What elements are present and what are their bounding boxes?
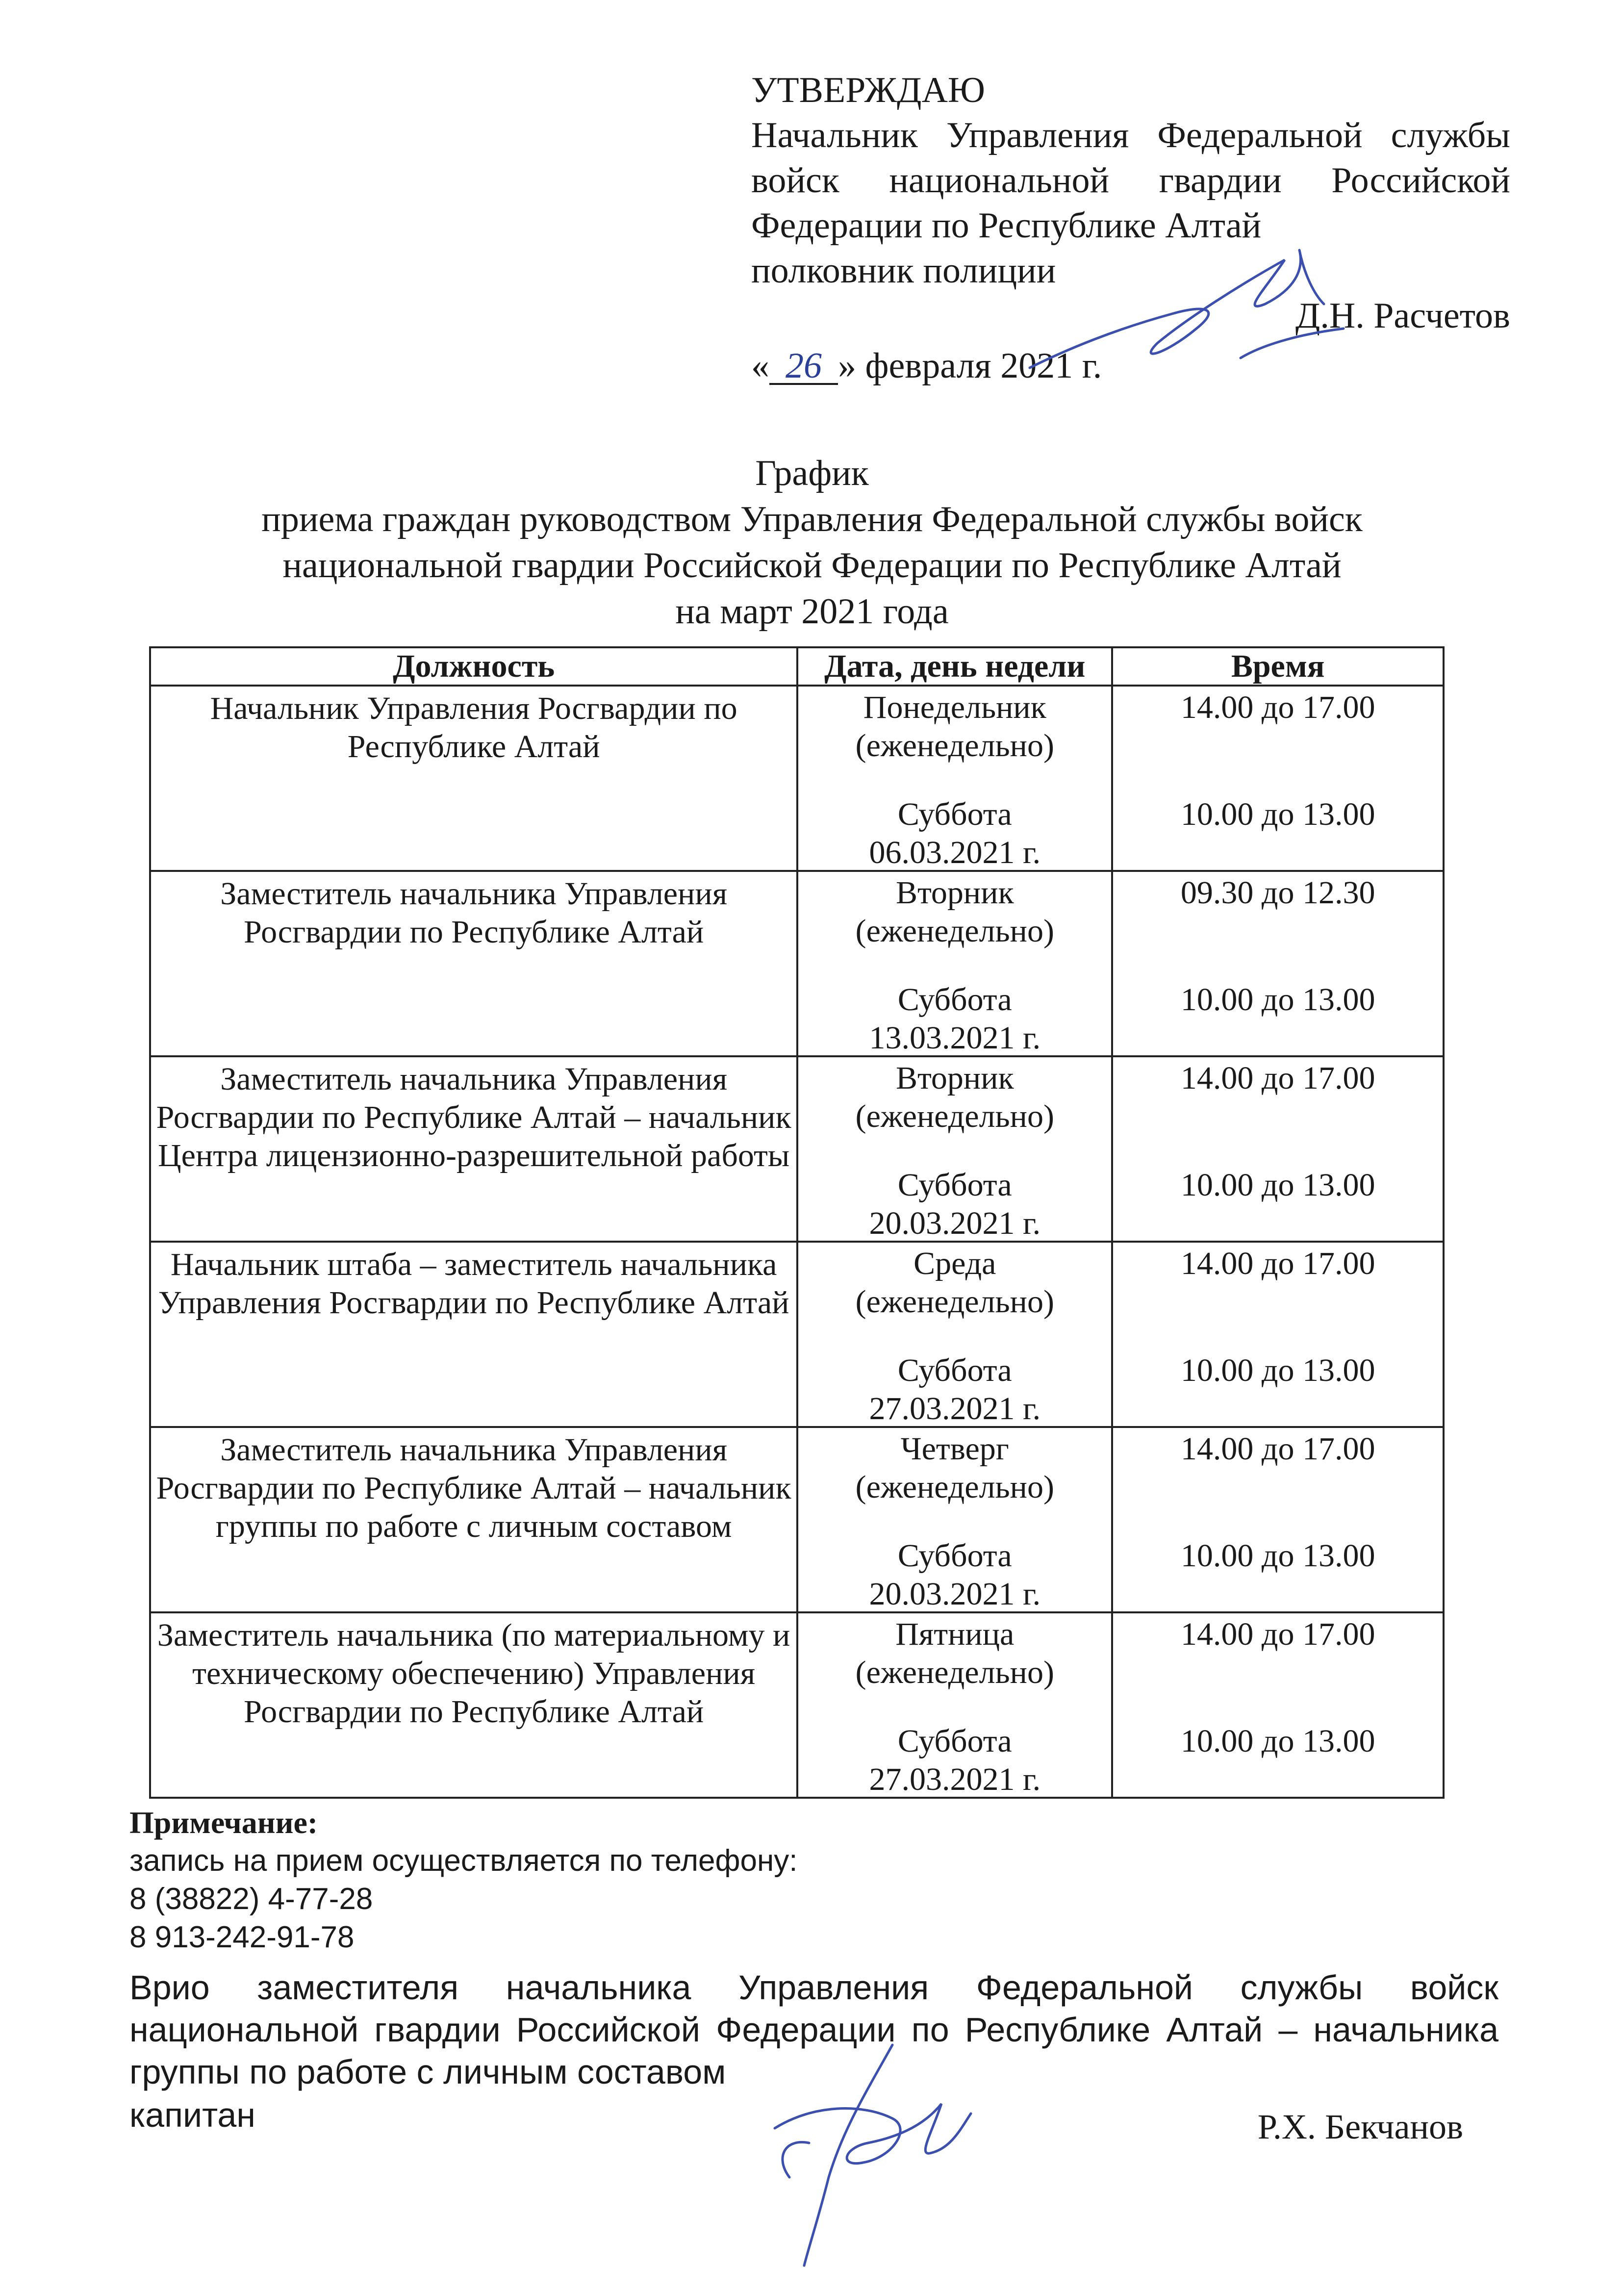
- weekday: Понедельник: [863, 689, 1046, 725]
- weekday: Суббота: [897, 1723, 1012, 1759]
- cell-times: [1112, 1427, 1444, 1612]
- weekday: Суббота: [897, 1538, 1012, 1574]
- time: 14.00 до 17.00: [1180, 1060, 1375, 1096]
- title-line-1: График: [755, 453, 869, 493]
- approval-title-line-2: войск национальной гвардии Российской: [751, 160, 1510, 201]
- note-text: запись на прием осуществляется по телефону:: [129, 1844, 798, 1878]
- time: 09.30 до 12.30: [1180, 875, 1375, 911]
- time: 14.00 до 17.00: [1180, 1246, 1375, 1281]
- title-line-3: национальной гвардии Российской Федерации по Республике Алтай: [282, 545, 1342, 586]
- signatory-line-1: Врио заместителя начальника Управления Федеральной службы войск: [129, 1968, 1498, 2007]
- approval-title-line-1: Начальник Управления Федеральной службы: [751, 115, 1510, 155]
- table-row: [150, 1056, 1444, 1242]
- header-date: Дата, день недели: [797, 647, 1112, 686]
- cell-times: [1112, 686, 1444, 871]
- approver-signature: [1010, 230, 1353, 392]
- weekday: Среда: [914, 1246, 996, 1281]
- table-row: [150, 1612, 1444, 1798]
- cell-position: Заместитель начальника (по материальному и техническому обеспечению) Управления Росгвардии по Республике Алтай: [150, 1612, 797, 1798]
- frequency: (еженедельно): [855, 1284, 1054, 1320]
- cell-times: [1112, 1612, 1444, 1798]
- cell-times: [1112, 1056, 1444, 1242]
- date: 20.03.2021 г.: [869, 1205, 1041, 1241]
- date-quote-open: «: [751, 346, 769, 386]
- signatory-line-2: национальной гвардии Российской Федерации по Республике Алтай – начальника: [129, 2011, 1498, 2049]
- cell-dates: [797, 1056, 1112, 1242]
- phone-1: 8 (38822) 4-77-28: [129, 1882, 373, 1916]
- document-title: [0, 450, 1624, 635]
- date: 13.03.2021 г.: [869, 1020, 1041, 1056]
- header-time: Время: [1112, 647, 1444, 686]
- weekday: Вторник: [895, 1060, 1014, 1096]
- approval-title-line-3: Федерации по Республике Алтай: [751, 205, 1262, 246]
- cell-position: Заместитель начальника Управления Росгвардии по Республике Алтай – начальник группы по работе с личным составом: [150, 1427, 797, 1612]
- signatory-signature: [745, 2030, 981, 2275]
- weekday: Суббота: [897, 982, 1012, 1018]
- date: 27.03.2021 г.: [869, 1761, 1041, 1797]
- table-row: [150, 1242, 1444, 1427]
- time: 10.00 до 13.00: [1180, 1352, 1375, 1388]
- cell-times: [1112, 871, 1444, 1056]
- cell-dates: [797, 871, 1112, 1056]
- title-line-4: на март 2021 года: [675, 591, 949, 632]
- weekday: Суббота: [897, 1167, 1012, 1203]
- cell-position: Заместитель начальника Управления Росгвардии по Республике Алтай: [150, 871, 797, 1056]
- time: 10.00 до 13.00: [1180, 982, 1375, 1018]
- weekday: Пятница: [895, 1616, 1015, 1652]
- note-heading: Примечание:: [129, 1805, 318, 1840]
- cell-position: Заместитель начальника Управления Росгвардии по Республике Алтай – начальник Центра лицензионно-разрешительной работы: [150, 1056, 797, 1242]
- frequency: (еженедельно): [855, 1098, 1054, 1134]
- frequency: (еженедельно): [855, 728, 1054, 764]
- cell-times: [1112, 1242, 1444, 1427]
- cell-position: Начальник штаба – заместитель начальника Управления Росгвардии по Республике Алтай: [150, 1242, 797, 1427]
- time: 10.00 до 13.00: [1180, 796, 1375, 832]
- phone-2: 8 913-242-91-78: [129, 1920, 355, 1954]
- weekday: Суббота: [897, 1352, 1012, 1388]
- time: 10.00 до 13.00: [1180, 1723, 1375, 1759]
- weekday: Четверг: [900, 1431, 1009, 1467]
- time: 14.00 до 17.00: [1180, 1616, 1375, 1652]
- table-row: [150, 1427, 1444, 1612]
- cell-dates: [797, 1612, 1112, 1798]
- note-block: [129, 1804, 798, 1957]
- date: 27.03.2021 г.: [869, 1391, 1041, 1427]
- signatory-line-3: группы по работе с личным составом: [129, 2053, 726, 2091]
- frequency: (еженедельно): [855, 1655, 1054, 1690]
- weekday: Вторник: [895, 875, 1014, 911]
- signatory-rank: капитан: [129, 2096, 255, 2134]
- date-rest: » февраля 2021 г.: [838, 346, 1102, 386]
- approval-heading: УТВЕРЖДАЮ: [751, 70, 985, 110]
- weekday: Суббота: [897, 796, 1012, 832]
- approval-name: Д.Н. Расчетов: [1295, 296, 1510, 336]
- date-day: 26: [769, 349, 838, 385]
- frequency: (еженедельно): [855, 913, 1054, 949]
- cell-position: Начальник Управления Росгвардии по Республике Алтай: [150, 686, 797, 871]
- cell-dates: [797, 1427, 1112, 1612]
- time: 10.00 до 13.00: [1180, 1167, 1375, 1203]
- frequency: (еженедельно): [855, 1469, 1054, 1505]
- header-position: Должность: [150, 647, 797, 686]
- cell-dates: [797, 1242, 1112, 1427]
- table-header-row: [150, 647, 1444, 686]
- title-line-2: приема граждан руководством Управления Федеральной службы войск: [261, 499, 1363, 539]
- time: 14.00 до 17.00: [1180, 689, 1375, 725]
- table-row: [150, 686, 1444, 871]
- schedule-table: [149, 646, 1445, 1799]
- date: 20.03.2021 г.: [869, 1576, 1041, 1612]
- table-row: [150, 871, 1444, 1056]
- time: 14.00 до 17.00: [1180, 1431, 1375, 1467]
- signatory-name: Р.Х. Бекчанов: [1257, 2107, 1463, 2146]
- time: 10.00 до 13.00: [1180, 1538, 1375, 1574]
- cell-dates: [797, 686, 1112, 871]
- date: 06.03.2021 г.: [869, 835, 1041, 870]
- approval-rank: полковник полиции: [751, 251, 1056, 291]
